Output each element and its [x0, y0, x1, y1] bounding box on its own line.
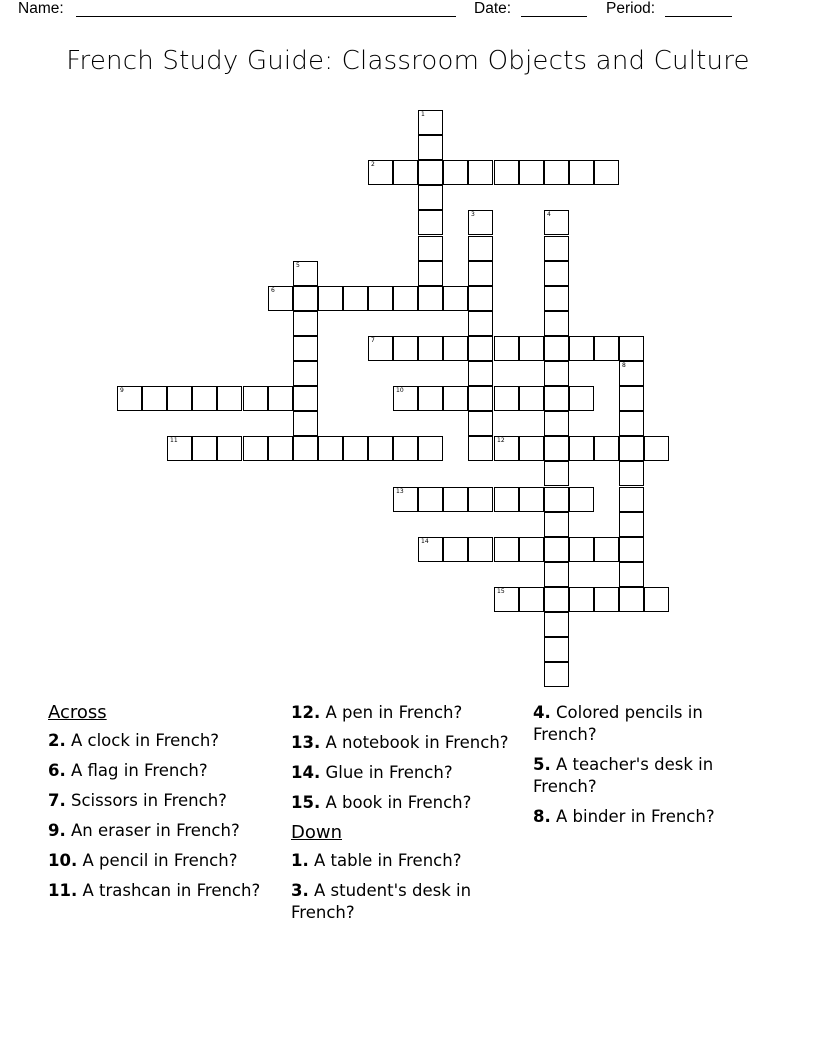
clue-item-number: 11.	[48, 881, 78, 900]
clue-item-number: 15.	[291, 793, 321, 812]
clue-number: 5	[296, 262, 300, 269]
crossword-cell[interactable]	[494, 436, 519, 461]
crossword-cell[interactable]	[343, 436, 368, 461]
crossword-cell[interactable]	[443, 160, 468, 185]
crossword-cell[interactable]	[544, 637, 569, 662]
crossword-cell[interactable]	[544, 662, 569, 687]
crossword-cell[interactable]	[468, 210, 493, 235]
crossword-cell[interactable]	[544, 411, 569, 436]
crossword-cell[interactable]	[544, 261, 569, 286]
clue-item-text: An eraser in French?	[65, 821, 240, 840]
crossword-cell[interactable]	[569, 386, 594, 411]
clue-item	[533, 806, 765, 828]
crossword-cell[interactable]	[418, 436, 443, 461]
crossword-cell[interactable]	[318, 286, 343, 311]
crossword-cell[interactable]	[544, 210, 569, 235]
crossword-cell[interactable]	[418, 286, 443, 311]
crossword-cell[interactable]	[418, 110, 443, 135]
down-heading: Down	[291, 822, 343, 843]
clue-item-number: 1.	[291, 851, 309, 870]
crossword-cell[interactable]	[569, 436, 594, 461]
crossword-cell[interactable]	[468, 236, 493, 261]
clue-item-text: A student's desk in French?	[291, 881, 472, 922]
clue-number: 9	[120, 387, 124, 394]
crossword-cell[interactable]	[619, 361, 644, 386]
crossword-cell[interactable]	[243, 386, 268, 411]
clue-item-text: A binder in French?	[550, 807, 715, 826]
crossword-cell[interactable]	[468, 386, 493, 411]
crossword-cell[interactable]	[192, 436, 217, 461]
crossword-cell[interactable]	[594, 537, 619, 562]
crossword-cell[interactable]	[468, 537, 493, 562]
crossword-cell[interactable]	[619, 537, 644, 562]
crossword-cell[interactable]	[443, 336, 468, 361]
clue-item	[533, 702, 765, 746]
clue-item-text: A pencil in French?	[77, 851, 238, 870]
clue-item-number: 9.	[48, 821, 66, 840]
crossword-cell[interactable]	[468, 361, 493, 386]
clue-item-number: 5.	[533, 755, 551, 774]
clue-number: 10	[396, 387, 404, 394]
clue-number: 13	[396, 488, 404, 495]
clue-item	[533, 754, 765, 798]
crossword-cell[interactable]	[368, 436, 393, 461]
clues-column-3	[533, 702, 765, 836]
clue-item-number: 2.	[48, 731, 66, 750]
crossword-cell[interactable]	[468, 261, 493, 286]
crossword-cell[interactable]	[519, 436, 544, 461]
crossword-cell[interactable]	[418, 160, 443, 185]
crossword-cell[interactable]	[468, 436, 493, 461]
crossword-cell[interactable]	[418, 135, 443, 160]
crossword-cell[interactable]	[569, 587, 594, 612]
crossword-cell[interactable]	[544, 537, 569, 562]
crossword-cell[interactable]	[293, 336, 318, 361]
clue-item-text: Colored pencils in French?	[533, 703, 703, 744]
clue-item-number: 12.	[291, 703, 321, 722]
crossword-cell[interactable]	[544, 236, 569, 261]
crossword-cell[interactable]	[368, 286, 393, 311]
period-label: Period:	[606, 0, 656, 17]
crossword-cell[interactable]	[619, 336, 644, 361]
clue-number: 1	[421, 111, 425, 118]
clue-item-number: 4.	[533, 703, 551, 722]
clue-number: 8	[622, 362, 626, 369]
clue-item	[291, 732, 523, 754]
crossword-cell[interactable]	[318, 436, 343, 461]
clue-item-text: Scissors in French?	[65, 791, 227, 810]
crossword-cell[interactable]	[544, 436, 569, 461]
clue-item-number: 14.	[291, 763, 321, 782]
clue-number: 15	[497, 588, 505, 595]
crossword-cell[interactable]	[443, 386, 468, 411]
crossword-cell[interactable]	[393, 436, 418, 461]
clue-item-text: A notebook in French?	[320, 733, 509, 752]
period-field[interactable]	[665, 16, 732, 17]
clue-item-text: Glue in French?	[320, 763, 453, 782]
clue-item-text: A trashcan in French?	[77, 881, 261, 900]
crossword-cell[interactable]	[544, 286, 569, 311]
crossword-cell[interactable]	[519, 336, 544, 361]
crossword-cell[interactable]	[494, 537, 519, 562]
crossword-cell[interactable]	[418, 537, 443, 562]
crossword-cell[interactable]	[393, 386, 418, 411]
crossword-cell[interactable]	[418, 487, 443, 512]
clue-number: 14	[421, 538, 429, 545]
crossword-cell[interactable]	[268, 386, 293, 411]
crossword-cell[interactable]	[619, 436, 644, 461]
crossword-cell[interactable]	[393, 487, 418, 512]
clue-item-number: 7.	[48, 791, 66, 810]
crossword-cell[interactable]	[619, 512, 644, 537]
clue-number: 7	[371, 337, 375, 344]
date-field[interactable]	[521, 16, 587, 17]
page-title: French Study Guide: Classroom Objects and Culture	[66, 46, 750, 76]
crossword-cell[interactable]	[293, 386, 318, 411]
crossword-cell[interactable]	[519, 537, 544, 562]
crossword-cell[interactable]	[544, 612, 569, 637]
crossword-cell[interactable]	[594, 336, 619, 361]
crossword-cell[interactable]	[569, 336, 594, 361]
crossword-cell[interactable]	[368, 160, 393, 185]
crossword-cell[interactable]	[619, 411, 644, 436]
crossword-cell[interactable]	[544, 461, 569, 486]
clue-item-text: A pen in French?	[320, 703, 463, 722]
name-field[interactable]	[76, 16, 456, 17]
crossword-cell[interactable]	[418, 210, 443, 235]
crossword-cell[interactable]	[594, 587, 619, 612]
clue-item	[291, 702, 523, 724]
crossword-cell[interactable]	[167, 436, 192, 461]
crossword-cell[interactable]	[443, 286, 468, 311]
clue-item	[48, 730, 280, 752]
crossword-cell[interactable]	[368, 336, 393, 361]
crossword-cell[interactable]	[418, 261, 443, 286]
crossword-cell[interactable]	[468, 336, 493, 361]
clue-item	[291, 762, 523, 784]
crossword-cell[interactable]	[544, 587, 569, 612]
crossword-cell[interactable]	[594, 160, 619, 185]
name-label: Name:	[18, 0, 64, 17]
crossword-cell[interactable]	[494, 487, 519, 512]
crossword-cell[interactable]	[217, 436, 242, 461]
crossword-cell[interactable]	[569, 487, 594, 512]
down-clues-list	[291, 850, 523, 924]
clue-item	[48, 790, 280, 812]
clue-item-text: A clock in French?	[65, 731, 220, 750]
clue-item	[48, 850, 280, 872]
clue-item	[291, 880, 523, 924]
crossword-cell[interactable]	[418, 336, 443, 361]
crossword-cell[interactable]	[619, 386, 644, 411]
student-info-header	[0, 0, 816, 24]
crossword-cell[interactable]	[519, 487, 544, 512]
clue-number: 3	[471, 211, 475, 218]
crossword-cell[interactable]	[619, 562, 644, 587]
clue-number: 2	[371, 161, 375, 168]
crossword-cell[interactable]	[594, 436, 619, 461]
across-heading: Across	[48, 702, 107, 723]
clue-item-text: A book in French?	[320, 793, 472, 812]
clue-item	[48, 880, 280, 902]
crossword-cell[interactable]	[268, 436, 293, 461]
clues-column-1	[48, 702, 280, 910]
crossword-cell[interactable]	[243, 436, 268, 461]
crossword-cell[interactable]	[343, 286, 368, 311]
crossword-cell[interactable]	[418, 185, 443, 210]
crossword-cell[interactable]	[293, 436, 318, 461]
clue-number: 4	[547, 211, 551, 218]
crossword-cell[interactable]	[494, 160, 519, 185]
crossword-cell[interactable]	[519, 587, 544, 612]
date-label: Date:	[474, 0, 512, 17]
clue-item	[48, 760, 280, 782]
crossword-cell[interactable]	[569, 160, 594, 185]
clue-item-text: A teacher's desk in French?	[533, 755, 714, 796]
clue-number: 6	[271, 287, 275, 294]
crossword-cell[interactable]	[644, 436, 669, 461]
crossword-cell[interactable]	[644, 587, 669, 612]
crossword-cell[interactable]	[268, 286, 293, 311]
clue-number: 11	[170, 437, 178, 444]
crossword-cell[interactable]	[468, 411, 493, 436]
crossword-cell[interactable]	[142, 386, 167, 411]
crossword-cell[interactable]	[569, 537, 594, 562]
crossword-cell[interactable]	[494, 587, 519, 612]
clue-item	[291, 792, 523, 814]
clue-number: 12	[497, 437, 505, 444]
crossword-cell[interactable]	[619, 487, 644, 512]
clue-item-number: 6.	[48, 761, 66, 780]
crossword-cell[interactable]	[619, 461, 644, 486]
down-clues-list-cont	[533, 702, 765, 828]
crossword-cell[interactable]	[117, 386, 142, 411]
clues-column-2	[291, 702, 523, 932]
crossword-cell[interactable]	[544, 562, 569, 587]
crossword-cell[interactable]	[217, 386, 242, 411]
crossword-cell[interactable]	[393, 336, 418, 361]
crossword-cell[interactable]	[293, 361, 318, 386]
across-clues-list-cont	[291, 702, 523, 814]
crossword-cell[interactable]	[544, 311, 569, 336]
crossword-cell[interactable]	[494, 386, 519, 411]
crossword-cell[interactable]	[468, 311, 493, 336]
crossword-cell[interactable]	[393, 286, 418, 311]
crossword-cell[interactable]	[544, 361, 569, 386]
crossword-cell[interactable]	[519, 386, 544, 411]
crossword-cell[interactable]	[393, 160, 418, 185]
crossword-cell[interactable]	[443, 537, 468, 562]
crossword-cell[interactable]	[468, 286, 493, 311]
crossword-cell[interactable]	[544, 336, 569, 361]
crossword-cell[interactable]	[293, 286, 318, 311]
crossword-cell[interactable]	[192, 386, 217, 411]
clue-item	[48, 820, 280, 842]
crossword-cell[interactable]	[418, 236, 443, 261]
clue-item-number: 13.	[291, 733, 321, 752]
clue-item	[291, 850, 523, 872]
crossword-cell[interactable]	[418, 386, 443, 411]
clue-item-text: A table in French?	[308, 851, 462, 870]
across-clues-list	[48, 730, 280, 902]
crossword-cell[interactable]	[494, 336, 519, 361]
clue-item-text: A flag in French?	[65, 761, 208, 780]
crossword-cell[interactable]	[544, 487, 569, 512]
crossword-cell[interactable]	[167, 386, 192, 411]
crossword-cell[interactable]	[293, 311, 318, 336]
crossword-cell[interactable]	[293, 261, 318, 286]
crossword-cell[interactable]	[619, 587, 644, 612]
clue-item-number: 8.	[533, 807, 551, 826]
crossword-cell[interactable]	[544, 386, 569, 411]
crossword-cell[interactable]	[293, 411, 318, 436]
crossword-cell[interactable]	[468, 487, 493, 512]
clue-item-number: 3.	[291, 881, 309, 900]
crossword-cell[interactable]	[544, 512, 569, 537]
crossword-cell[interactable]	[519, 160, 544, 185]
crossword-cell[interactable]	[468, 160, 493, 185]
clue-item-number: 10.	[48, 851, 78, 870]
crossword-cell[interactable]	[544, 160, 569, 185]
crossword-cell[interactable]	[443, 487, 468, 512]
